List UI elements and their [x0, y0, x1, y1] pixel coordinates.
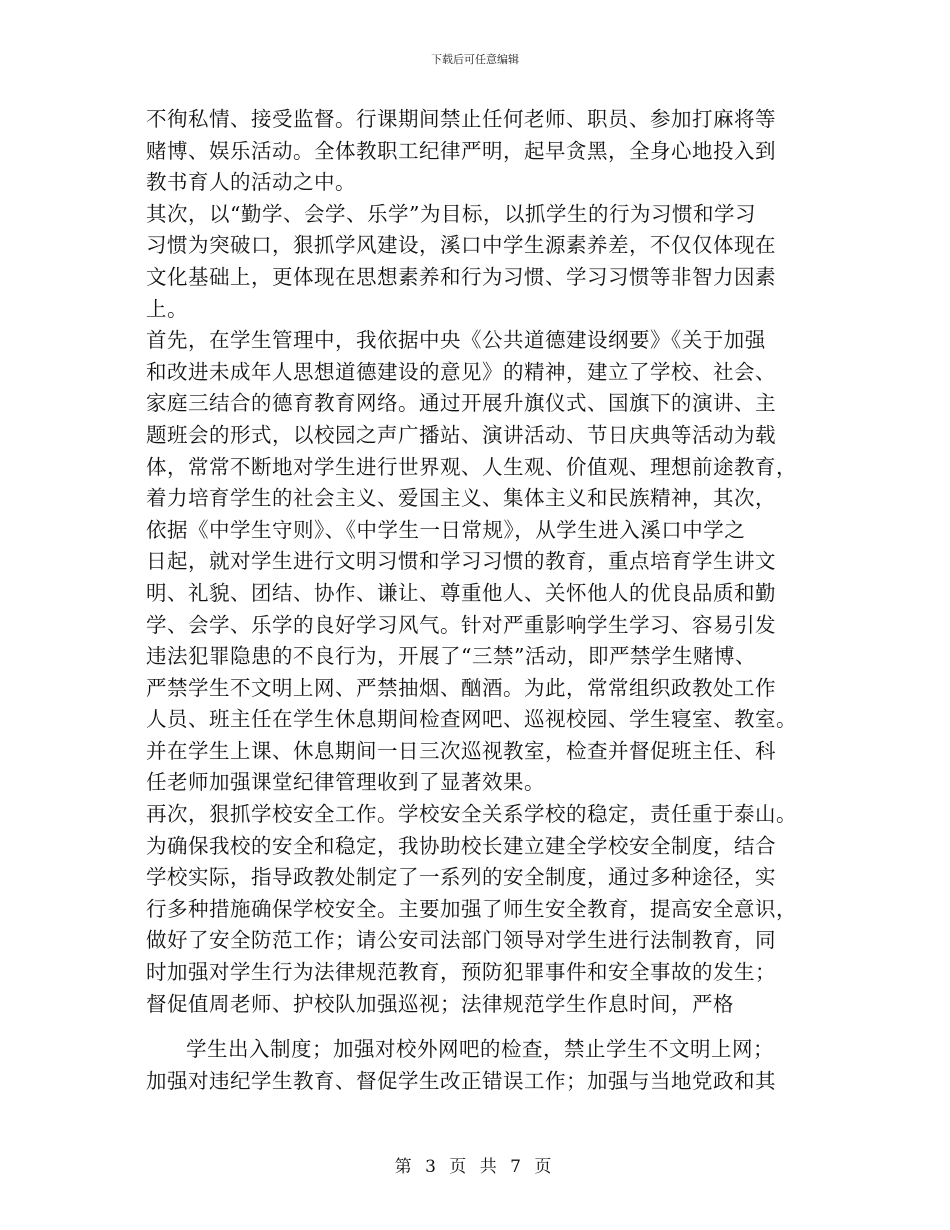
text-line: 人员、班主任在学生休息期间检查网吧、巡视校园、学生寝室、教室。	[146, 707, 797, 732]
text-line: 不徇私情、接受监督。行课期间禁止任何老师、职员、参加打麻将等	[146, 107, 776, 131]
text-line: 违法犯罪隐患的不良行为，开展了“三禁”活动，即严禁学生赌博、	[146, 644, 756, 669]
paragraph-gap	[146, 1020, 806, 1034]
text-line: 和改进未成年人思想道德建设的意见》的精神，建立了学校、社会、	[146, 359, 776, 384]
text-line: 严禁学生不文明上网、严禁抽烟、酗酒。为此，常常组织政教处工作	[146, 675, 776, 700]
text-line: 学、会学、乐学的良好学习风气。针对严重影响学生学习、容易引发	[146, 612, 776, 637]
text-line: 教书育人的活动之中。	[146, 170, 356, 195]
text-line: 任老师加强课堂纪律管理收到了显著效果。	[146, 770, 545, 795]
page-number-footer: 第 3 页 共 7 页	[394, 1157, 556, 1177]
text-line: 赌博、娱乐活动。全体教职工纪律严明，起早贪黑，全身心地投入到	[146, 138, 776, 163]
text-line: 首先，在学生管理中，我依据中央《公共道德建设纲要》《关于加强	[146, 328, 766, 353]
text-line: 再次，狠抓学校安全工作。学校安全关系学校的稳定，责任重于泰山。	[146, 802, 797, 827]
text-line: 为确保我校的安全和稳定，我协助校长建立建全学校安全制度，结合	[146, 833, 776, 858]
text-line: 上。	[146, 296, 188, 321]
text-line: 文化基础上，更体现在思想素养和行为习惯、学习习惯等非智力因素	[146, 264, 776, 289]
text-line: 依据《中学生守则》、《中学生一日常规》，从学生进入溪口中学之	[146, 517, 746, 542]
text-line: 日起，就对学生进行文明习惯和学习习惯的教育，重点培育学生讲文	[146, 549, 776, 574]
text-line: 行多种措施确保学校安全。主要加强了师生安全教育，提高安全意识，	[146, 896, 797, 921]
text-line: 督促值周老师、护校队加强巡视；法律规范学生作息时间，严格	[146, 991, 734, 1016]
text-line: 题班会的形式，以校园之声广播站、演讲活动、节日庆典等活动为载	[146, 422, 776, 447]
text-line: 并在学生上课、休息期间一日三次巡视教室，检查并督促班主任、科	[146, 738, 776, 763]
text-line: 其次，以“勤学、会学、乐学”为目标，以抓学生的行为习惯和学习	[146, 201, 756, 226]
text-line: 家庭三结合的德育教育网络。通过开展升旗仪式、国旗下的演讲、主	[146, 391, 776, 416]
text-line: 着力培育学生的社会主义、爱国主义、集体主义和民族精神，其次，	[146, 486, 776, 511]
text-line: 明、礼貌、团结、协作、谦让、尊重他人、关怀他人的优良品质和勤	[146, 580, 776, 605]
text-line: 时加强对学生行为法律规范教育，预防犯罪事件和安全事故的发生；	[146, 960, 776, 985]
text-line: 做好了安全防范工作；请公安司法部门领导对学生进行法制教育，同	[146, 928, 776, 953]
text-line: 习惯为突破口，狠抓学风建设，溪口中学生源素养差，不仅仅体现在	[146, 233, 776, 258]
text-line: 加强对违纪学生教育、督促学生改正错误工作；加强与当地党政和其	[146, 1068, 776, 1093]
text-line: 学校实际，指导政教处制定了一系列的安全制度，通过多种途径，实	[146, 865, 776, 890]
text-line: 体，常常不断地对学生进行世界观、人生观、价值观、理想前途教育，	[146, 454, 797, 479]
text-line-indented: 学生出入制度；加强对校外网吧的检查，禁止学生不文明上网；	[186, 1037, 774, 1062]
document-body	[146, 104, 806, 1097]
page-header: 下载后可任意编辑	[431, 53, 519, 66]
